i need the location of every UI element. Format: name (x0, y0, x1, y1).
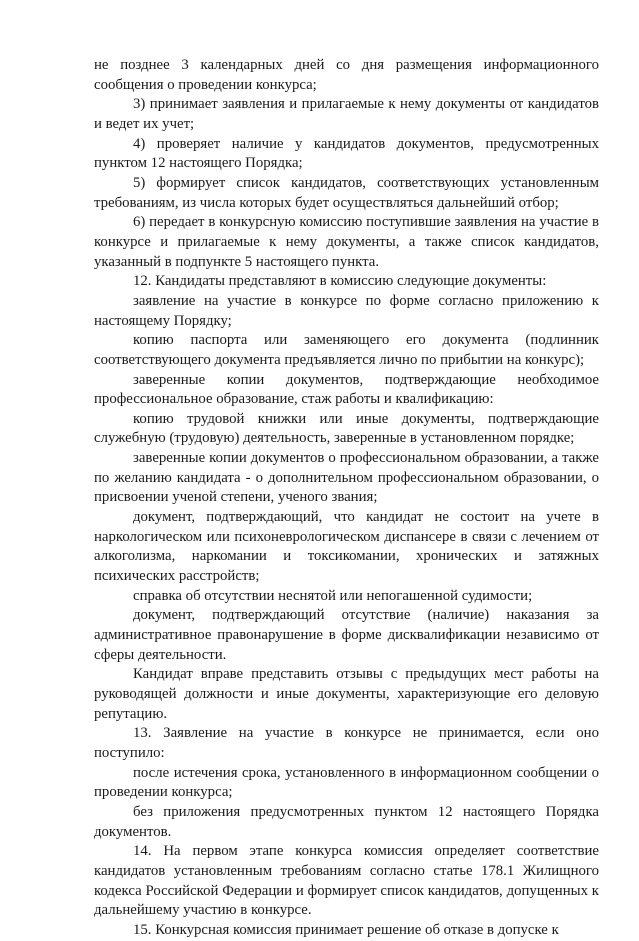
paragraph-certified-copies: заверенные копии документов, подтверждающие необходимое профессиональное образование, стаж работы и квалификацию: (94, 371, 599, 408)
paragraph-clause-12: 12. Кандидаты представляют в комиссию следующие документы: (133, 273, 547, 290)
paragraph-passport-copy: копию паспорта или заменяющего его документа (подлинник соответствующего документа предъявляется лично по прибытии на конкурс); (94, 332, 599, 368)
paragraph-item-6: 6) передает в конкурсную комиссию поступившие заявления на участие в конкурсе и прилагаемые к нему документы, а также список кандидатов, указанный в подпункте 5 настоящего пункта. (94, 214, 599, 270)
paragraph-continuation: не позднее 3 календарных дней со дня размещения информационного сообщения о проведении конкурса; (94, 57, 599, 93)
paragraph-references: Кандидат вправе представить отзывы с предыдущих мест работы на руководящей должности и иные документы, характеризующие его деловую репутацию. (94, 666, 599, 722)
paragraph-item-4: 4) проверяет наличие у кандидатов документов, предусмотренных пунктом 12 настоящего Порядка; (94, 135, 599, 172)
paragraph-education-docs: заверенные копии документов о профессиональном образовании, а также по желанию кандидата - о дополнительном профессиональном образовании, о присвоении ученой степени, ученого звания; (94, 450, 599, 506)
paragraph-clause-13: 13. Заявление на участие в конкурсе не принимается, если оно поступило: (94, 725, 599, 761)
paragraph-clause-15: 15. Конкурсная комиссия принимает решение об отказе в допуске к (133, 921, 559, 938)
document-page (94, 56, 599, 941)
paragraph-disqualification: документ, подтверждающий отсутствие (наличие) наказания за административное правонарушение в форме дисквалификации независимо от сферы деятельности. (94, 607, 599, 663)
paragraph-application: заявление на участие в конкурсе по форме согласно приложению к настоящему Порядку; (94, 292, 599, 329)
paragraph-item-3: 3) принимает заявления и прилагаемые к нему документы от кандидатов и ведет их учет; (94, 96, 599, 132)
paragraph-criminal-record: справка об отсутствии неснятой или непогашенной судимости; (133, 587, 533, 604)
paragraph-clause-14: 14. На первом этапе конкурса комиссия определяет соответствие кандидатов установленным требованиям согласно статье 178.1 Жилищного кодекса Российской Федерации и формирует список кандидатов, допущенных к дальнейшему участию в конкурсе. (94, 843, 599, 919)
paragraph-deadline: после истечения срока, установленного в информационном сообщении о проведении конкурса; (94, 764, 599, 801)
paragraph-missing-docs: без приложения предусмотренных пунктом 12 настоящего Порядка документов. (94, 803, 599, 840)
paragraph-employment-record: копию трудовой книжки или иные документы, подтверждающие служебную (трудовую) деятельность, заверенные в установленном порядке; (94, 410, 599, 447)
paragraph-medical-certificate: документ, подтверждающий, что кандидат не состоит на учете в наркологическом или психоневрологическом диспансере в связи с лечением от алкоголизма, наркомании и токсикомании, хронических и затяжных психических расстройств; (94, 509, 599, 585)
paragraph-item-5: 5) формирует список кандидатов, соответствующих установленным требованиям, из числа которых будет осуществляться дальнейший отбор; (94, 174, 599, 211)
